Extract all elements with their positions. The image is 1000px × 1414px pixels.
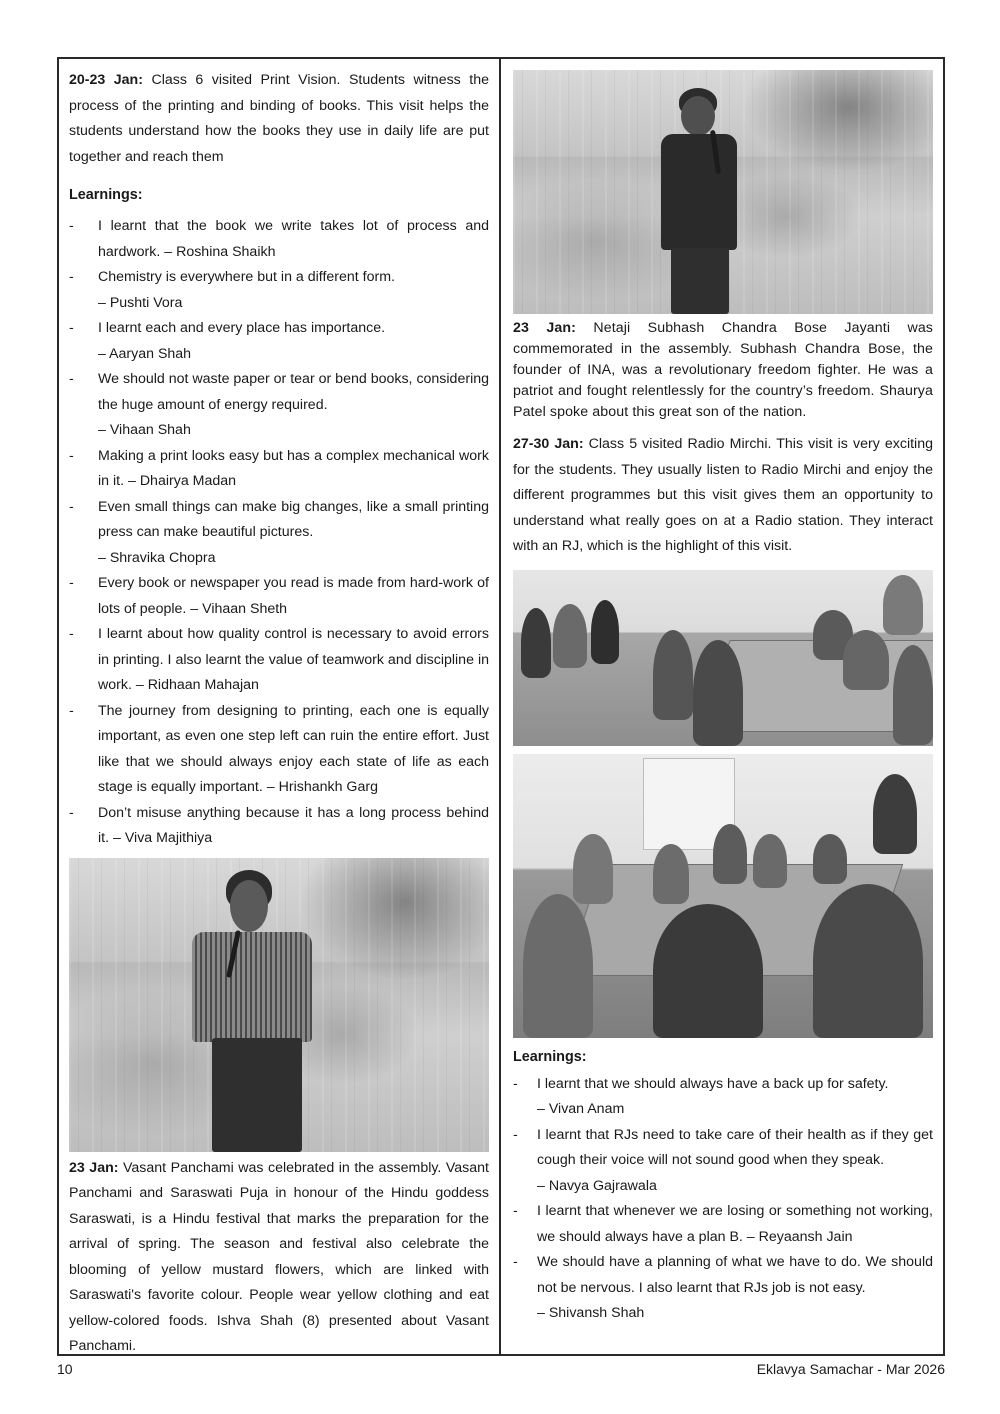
learning-author: – Roshina Shaikh [164, 243, 276, 260]
learning-item [513, 1072, 933, 1123]
left-column [69, 68, 489, 1360]
bullet-dash: - [69, 320, 74, 336]
learning-text: We should not waste paper or tear or bend books, considering the huge amount of energy required. [98, 371, 489, 413]
learning-author: – Aaryan Shah [98, 345, 192, 362]
learning-author: – Ridhaan Mahajan [135, 677, 259, 693]
column-divider [499, 57, 501, 1356]
learning-text: I learnt about how quality control is necessary to avoid errors in printing. I also learnt the value of teamwork and discipline in work. [98, 626, 489, 693]
netaji-date: 23 Jan: [513, 320, 576, 336]
bullet-dash: - [69, 626, 74, 642]
learning-text: I learnt that RJs need to take care of their health as if they get cough their voice will not sound good when they speak. [537, 1126, 933, 1168]
learning-text: I learnt that whenever we are losing or something not working, we should always have a plan B. [537, 1203, 933, 1245]
learning-text: We should have a planning of what we have to do. We should not be nervous. I also learnt that RJs job is not easy. [537, 1254, 933, 1296]
learning-author: – Vihaan Sheth [190, 600, 288, 617]
learning-item [69, 622, 489, 699]
bullet-dash: - [513, 1254, 518, 1270]
learning-author: – Hrishankh Garg [266, 779, 378, 795]
print-vision-paragraph [69, 68, 489, 170]
radio-mirchi-paragraph [513, 432, 933, 560]
learning-author: – Shravika Chopra [98, 549, 216, 566]
vasant-panchami-text: Vasant Panchami was celebrated in the assembly. Vasant Panchami and Saraswati Puja in honour of the Hindu goddess Saraswati, is a Hindu festival that marks the preparation for the arrival of spring. The season and festival also celebrate the blooming of yellow mustard flowers, which are linked with Saraswati's favorite colour. People wear yellow clothing and eat yellow-colored foods. Ishva Shah (8) presented about Vasant Panchami. [69, 1159, 489, 1354]
learning-text: Don’t misuse anything because it has a long process behind it. [98, 804, 489, 846]
bullet-dash: - [69, 702, 74, 719]
bullet-dash: - [69, 371, 74, 387]
learning-item [69, 571, 489, 622]
bullet-dash: - [69, 804, 74, 821]
learning-item [513, 1199, 933, 1250]
learning-author: – Reyaansh Jain [746, 1228, 853, 1245]
learning-item [69, 801, 489, 852]
vasant-panchami-photo [69, 858, 489, 1152]
learning-author: – Navya Gajrawala [537, 1177, 657, 1194]
radio-learnings-heading: Learnings: [513, 1048, 587, 1065]
learning-item [513, 1123, 933, 1200]
vasant-panchami-paragraph [69, 1156, 489, 1360]
netaji-jayanti-photo [513, 70, 933, 314]
bullet-dash: - [69, 269, 74, 285]
print-vision-date: 20-23 Jan: [69, 72, 143, 88]
learning-text: Every book or newspaper you read is made from hard-work of lots of people. [98, 575, 489, 617]
learnings-heading: Learnings: [69, 187, 143, 203]
speaker-boy-figure [661, 88, 741, 314]
learning-author: – Vivan Anam [537, 1101, 625, 1117]
bullet-dash: - [513, 1075, 518, 1092]
learning-author: – Pushti Vora [98, 294, 183, 311]
learning-author: – Viva Majithiya [113, 830, 213, 846]
print-vision-learnings-list [69, 214, 489, 852]
radio-mirchi-text: Class 5 visited Radio Mirchi. This visit is very exciting for the students. They usually listen to Radio Mirchi and enjoy the different programmes but this visit gives them an opportunity to understand what really goes on at a Radio station. They interact with an RJ, which is the highlight of this visit. [513, 436, 933, 554]
print-vision-text: Class 6 visited Print Vision. Students witness the process of the printing and binding of books. This visit helps the students understand how the books they use in daily life are put together and reach them [69, 72, 489, 165]
learning-item [69, 495, 489, 572]
learning-author: – Dhairya Madan [127, 473, 237, 489]
page-number: 10 [57, 1361, 73, 1377]
learning-text: Even small things can make big changes, like a small printing press can make beautiful pictures. [98, 498, 489, 540]
bullet-dash: - [69, 218, 74, 234]
learning-text: I learnt that the book we write takes lot of process and hardwork. [98, 218, 489, 260]
bullet-dash: - [513, 1203, 518, 1219]
learning-text: I learnt that we should always have a back up for safety. [537, 1075, 889, 1092]
learning-author: – Shivansh Shah [537, 1305, 645, 1321]
learning-item [69, 444, 489, 495]
vasant-panchami-date: 23 Jan: [69, 1159, 119, 1176]
learning-text: Chemistry is everywhere but in a different form. [98, 269, 396, 285]
learning-author: – Vihaan Shah [98, 422, 191, 438]
learning-item [69, 367, 489, 444]
bullet-dash: - [69, 498, 74, 515]
learning-text: I learnt each and every place has importance. [98, 320, 386, 336]
learning-item [69, 699, 489, 801]
radio-mirchi-photo-1 [513, 570, 933, 746]
radio-mirchi-learnings-list [513, 1072, 933, 1327]
netaji-paragraph [513, 318, 933, 423]
right-column [513, 68, 933, 1327]
learning-item [69, 316, 489, 367]
bullet-dash: - [513, 1126, 518, 1143]
bullet-dash: - [69, 575, 74, 591]
learning-text: The journey from designing to printing, each one is equally important, as even one step left can ruin the entire effort. Just like that we should always enjoy each state of life as each stage is equally important. [98, 702, 489, 795]
bullet-dash: - [69, 447, 74, 464]
publication-footer: Eklavya Samachar - Mar 2026 [756, 1361, 945, 1377]
netaji-text: Netaji Subhash Chandra Bose Jayanti was commemorated in the assembly. Subhash Chandra Bose, the founder of INA, was a revolutionary freedom fighter. He was a patriot and fought relentlessly for the country’s freedom. Shaurya Patel spoke about this great son of the nation. [513, 320, 933, 420]
learning-item [69, 265, 489, 316]
radio-mirchi-photo-2 [513, 754, 933, 1038]
learning-text: Making a print looks easy but has a complex mechanical work in it. [98, 447, 489, 489]
learning-item [69, 214, 489, 265]
learning-item [513, 1250, 933, 1327]
radio-mirchi-date: 27-30 Jan: [513, 436, 584, 452]
speaker-girl-figure [184, 870, 324, 1152]
